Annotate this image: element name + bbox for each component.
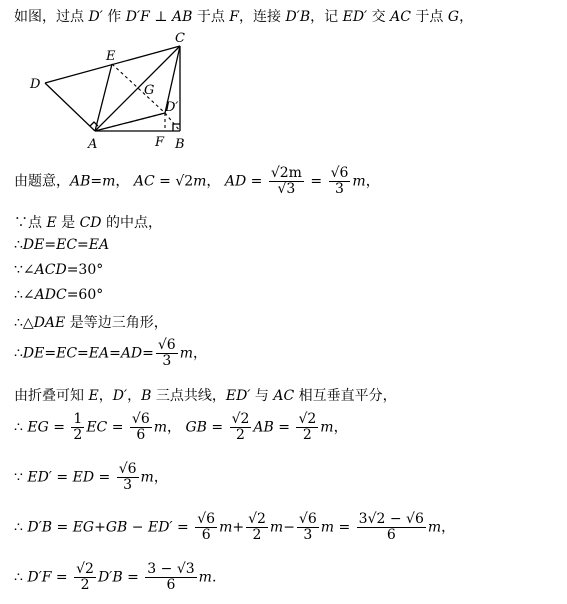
text: ， <box>193 345 207 362</box>
text: = <box>107 419 128 436</box>
text: + <box>232 519 245 536</box>
fraction <box>297 512 319 543</box>
denominator: √3 <box>277 181 296 197</box>
math: AC <box>390 9 411 25</box>
math: GB <box>185 419 207 436</box>
denominator: 3 <box>335 181 344 197</box>
text: ， <box>333 419 348 436</box>
solution-row-5 <box>14 287 103 303</box>
math: D′B <box>97 569 123 586</box>
text: = <box>305 173 327 190</box>
text: =60° <box>66 287 104 303</box>
fraction <box>296 412 318 443</box>
math: m <box>320 519 335 536</box>
math: m <box>219 519 233 536</box>
text: = <box>51 569 73 586</box>
fraction <box>357 512 426 543</box>
label-B: B <box>175 137 185 152</box>
math: DE=EC=EA <box>22 237 110 253</box>
numerator: √2 <box>248 511 266 527</box>
fraction <box>156 338 178 369</box>
numerator: √2 <box>76 561 94 577</box>
solution-row-8 <box>14 385 397 405</box>
numerator: 3√2 − √6 <box>358 511 424 527</box>
math: AC = <box>133 173 176 190</box>
math: ACD <box>34 262 67 278</box>
math: ADC <box>34 287 67 303</box>
text: ， <box>167 419 182 436</box>
label-E: E <box>106 49 116 64</box>
text: ∴ <box>14 569 28 586</box>
solution-row-10 <box>14 462 168 493</box>
denominator: 2 <box>302 427 312 443</box>
text: 交 <box>367 9 391 25</box>
text: ，记 <box>310 9 343 25</box>
text: ， <box>459 9 474 25</box>
text: ∴ <box>14 237 23 253</box>
math: F <box>229 9 239 25</box>
fraction <box>71 412 84 443</box>
math: ED <box>72 469 95 486</box>
text: = <box>48 419 70 436</box>
label-C: C <box>175 31 185 46</box>
math: AC <box>273 388 295 404</box>
numerator: √6 <box>197 511 216 527</box>
text: = <box>52 519 73 536</box>
fraction <box>269 166 304 197</box>
text: = <box>51 469 73 486</box>
math: DE=EC=EA=AD= <box>22 345 154 362</box>
text: = <box>273 419 295 436</box>
numerator: √2 <box>298 411 317 427</box>
label-A: A <box>88 137 98 152</box>
solution-row-9 <box>14 412 348 443</box>
math: m <box>198 569 212 586</box>
text: ∴ <box>14 519 28 536</box>
text: ⊥ <box>149 9 172 25</box>
text: = <box>334 519 355 536</box>
text: =30° <box>66 262 104 278</box>
math: m <box>153 419 168 436</box>
math: m <box>269 519 284 536</box>
text: 由折叠可知 <box>14 388 89 404</box>
math: AB <box>253 419 274 436</box>
solution-row-2 <box>14 212 162 232</box>
text: + <box>94 519 106 536</box>
numerator: √6 <box>131 411 150 427</box>
geometry-figure <box>0 0 567 160</box>
text: 如图，过点 <box>14 9 89 25</box>
text: ∴ <box>14 419 28 436</box>
text: − <box>127 519 148 536</box>
fraction <box>74 562 96 593</box>
label-G: G <box>144 83 155 98</box>
numerator: 3 − √3 <box>147 561 195 577</box>
math: m <box>427 519 442 536</box>
text: = <box>172 519 194 536</box>
solution-row-6 <box>14 312 168 332</box>
text: ， <box>115 173 130 190</box>
text: 与 <box>250 388 274 404</box>
math: B <box>141 388 152 404</box>
text: 的中点， <box>101 215 162 231</box>
math: EC <box>86 419 108 436</box>
math: D′F <box>125 9 150 25</box>
text: 由题意， <box>14 173 70 190</box>
denominator: 2 <box>236 427 245 443</box>
math: D′ <box>88 9 103 25</box>
fraction <box>246 512 268 543</box>
math: m <box>193 173 207 190</box>
fraction <box>230 412 252 443</box>
numerator: √6 <box>157 337 176 353</box>
solution-row-1 <box>14 166 380 197</box>
numerator: 1 <box>73 411 83 427</box>
segment-AE <box>95 64 112 131</box>
denominator: 6 <box>166 577 176 593</box>
text: 三点共线， <box>151 388 226 404</box>
math: ED′ <box>225 388 251 404</box>
text: ， <box>365 173 380 190</box>
math: m <box>140 469 154 486</box>
math: CD <box>79 215 102 231</box>
fraction <box>117 462 139 493</box>
text: 于点 <box>192 9 230 25</box>
math: AB <box>171 9 193 25</box>
text: ， <box>153 469 168 486</box>
math: E <box>46 215 57 231</box>
text: . <box>211 569 217 586</box>
denominator: 2 <box>73 427 83 443</box>
text: 作 <box>102 9 126 25</box>
fraction <box>145 562 196 593</box>
denominator: 3 <box>303 527 313 543</box>
numerator: √6 <box>298 511 317 527</box>
numerator: √2m <box>270 165 302 181</box>
math: EG <box>72 519 95 536</box>
text: ， <box>441 519 456 536</box>
label-D: D <box>30 77 41 92</box>
math: √2 <box>175 173 194 190</box>
label-F: F <box>155 135 165 150</box>
denominator: 6 <box>136 427 146 443</box>
text: ∵点 <box>14 215 47 231</box>
text: − <box>283 519 295 536</box>
text: 于点 <box>410 9 448 25</box>
solution-row-12 <box>14 562 216 593</box>
text: 是等边三角形， <box>65 315 168 331</box>
math: ED′ <box>342 9 368 25</box>
math: AD = <box>224 173 267 190</box>
text: ∵ <box>14 469 28 486</box>
math: D′B <box>285 9 311 25</box>
math: GB <box>105 519 128 536</box>
math: D′F <box>27 569 52 586</box>
numerator: √6 <box>330 165 349 181</box>
math: G <box>447 9 460 25</box>
denominator: 3 <box>162 353 172 369</box>
text: ， <box>206 173 221 190</box>
text: = <box>206 419 228 436</box>
numerator: √6 <box>118 461 137 477</box>
math: E <box>88 388 99 404</box>
text: ∵∠ <box>14 262 35 278</box>
math: DAE <box>33 315 66 331</box>
math: AB=m <box>70 173 116 190</box>
text: = <box>122 569 144 586</box>
text: ∴ <box>14 345 23 362</box>
math: D′ <box>112 388 128 404</box>
text: ， <box>98 388 113 404</box>
text: ，连接 <box>239 9 286 25</box>
math: EG <box>27 419 49 436</box>
denominator: 6 <box>201 527 211 543</box>
fraction <box>130 412 152 443</box>
numerator: √2 <box>231 411 250 427</box>
text: 是 <box>56 215 80 231</box>
math: m <box>352 173 366 190</box>
denominator: 2 <box>80 577 90 593</box>
fraction <box>329 166 351 197</box>
denominator: 6 <box>386 527 396 543</box>
denominator: 2 <box>252 527 262 543</box>
math: m <box>179 345 193 362</box>
fraction <box>195 512 217 543</box>
solution-row-4 <box>14 262 103 278</box>
math: D′B <box>27 519 53 536</box>
solution-row-7 <box>14 338 207 369</box>
math: ED′ <box>27 469 52 486</box>
denominator: 3 <box>123 477 133 493</box>
math: ED′ <box>147 519 173 536</box>
text: ， <box>127 388 142 404</box>
math: m <box>320 419 334 436</box>
text: 相互垂直平分， <box>294 388 397 404</box>
label-D-prime: D′ <box>165 100 179 115</box>
text: ∴△ <box>14 315 34 331</box>
solution-row-11 <box>14 512 455 543</box>
segment-DA <box>45 83 95 131</box>
solution-row-3 <box>14 237 109 253</box>
text: ∴∠ <box>14 287 35 303</box>
text: = <box>94 469 115 486</box>
